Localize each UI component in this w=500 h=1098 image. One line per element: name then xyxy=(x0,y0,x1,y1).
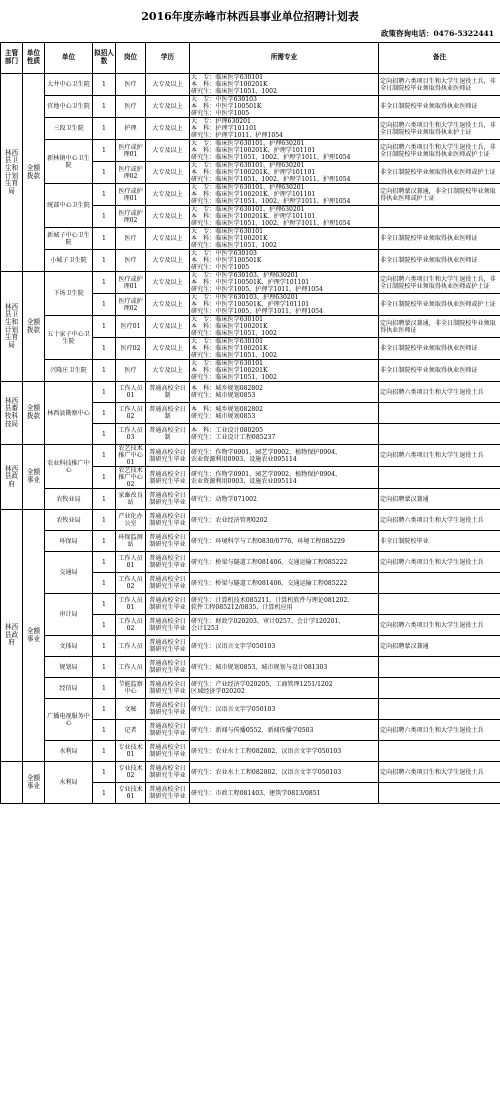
education-cell: 大专及以上 xyxy=(146,360,190,382)
education-cell: 普通高校全日制研究生毕业 xyxy=(146,699,190,720)
education-cell: 大专及以上 xyxy=(146,96,190,118)
count-cell: 1 xyxy=(93,294,116,316)
table-row xyxy=(1,594,500,615)
major-cell: 研究生：汉语言文字学050103 xyxy=(190,699,379,720)
header-dept: 主管部门 xyxy=(1,43,23,74)
contact-phone: 政策咨询电话：0476-5322441 xyxy=(380,29,494,38)
unit-cell: 下场卫生院 xyxy=(45,272,93,316)
major-cell: 大 专：中医学630103、护理630201 本 科：中医学100501K、护理学101101 研究生：中医学1005、护理学1011、护理1054 xyxy=(190,294,379,316)
table-row xyxy=(1,74,500,96)
education-cell: 普通高校全日制研究生毕业 xyxy=(146,552,190,573)
education-cell: 普通高校全日制研究生毕业 xyxy=(146,657,190,678)
unit-cell: 交通局 xyxy=(45,552,93,594)
unit-cell: 广播电视服务中心 xyxy=(45,699,93,741)
count-cell: 1 xyxy=(93,272,116,294)
note-cell: 定向招聘六类项目生和大学生退役士兵，非全日制院校毕业须取得执业医师证 xyxy=(379,74,500,96)
major-cell: 本 科：城乡规划082802 研究生：城市规划0853 xyxy=(190,382,379,403)
unit-cell: 大井中心卫生院 xyxy=(45,74,93,96)
major-cell: 研究生：产业经济学020205、工商管理1251/1202 区域经济学020202 xyxy=(190,678,379,699)
major-cell: 大 专：临床医学630101 本 科：临床医学100201K 研究生：临床医学1051、1002 xyxy=(190,338,379,360)
major-cell: 研究生：作物学0901、园艺学0902、植物保护0904、 农业资源利用0903、设施农业095114 xyxy=(190,467,379,489)
education-cell: 普通高校全日制研究生毕业 xyxy=(146,720,190,741)
position-cell: 工作人员02 xyxy=(116,403,146,424)
header-position: 岗位 xyxy=(116,43,146,74)
note-cell: 定向招聘蒙汉兼通，非全日制院校毕业须取得执业医师或护士证 xyxy=(379,184,500,206)
position-cell: 专业技术01 xyxy=(116,783,146,804)
table-row xyxy=(1,657,500,678)
count-cell: 1 xyxy=(93,206,116,228)
unit-cell: 官地中心卫生院 xyxy=(45,96,93,118)
note-cell: 非全日制院校毕业须取得执业医师证 xyxy=(379,96,500,118)
position-cell: 专业技术01 xyxy=(116,741,146,762)
count-cell: 1 xyxy=(93,140,116,162)
table-row xyxy=(1,96,500,118)
major-cell: 研究生：计算机技术085211、计算机软件与理论081202、 软件工程085212/0835、计算机应用 xyxy=(190,594,379,615)
note-cell xyxy=(379,424,500,445)
position-cell: 医疗或护理01 xyxy=(116,140,146,162)
major-cell: 大 专：中医学630103 本 科：中医学100501K 研究生：中医学1005 xyxy=(190,96,379,118)
dept-cell: 林西县政府 xyxy=(1,445,23,510)
education-cell: 普通高校全日制研究生毕业 xyxy=(146,741,190,762)
position-cell: 工作人员03 xyxy=(116,424,146,445)
position-cell: 医疗或护理02 xyxy=(116,162,146,184)
position-cell: 工作人员 xyxy=(116,657,146,678)
note-cell: 非全日制院校毕业须取得执业医师或护士证 xyxy=(379,162,500,184)
major-cell: 本 科：工业设计080205 研究生：工业设计工程085237 xyxy=(190,424,379,445)
education-cell: 普通高校全日制 xyxy=(146,403,190,424)
table-row xyxy=(1,510,500,531)
education-cell: 普通高校全日制研究生毕业 xyxy=(146,531,190,552)
count-cell: 1 xyxy=(93,741,116,762)
note-cell xyxy=(379,573,500,594)
position-cell: 工作人员01 xyxy=(116,594,146,615)
major-cell: 研究生：农业水土工程082802、汉语言文字学050103 xyxy=(190,762,379,783)
note-cell: 非全日制院校毕业 xyxy=(379,531,500,552)
position-cell: 医疗或护理02 xyxy=(116,206,146,228)
position-cell: 医疗或护理01 xyxy=(116,184,146,206)
education-cell: 普通高校全日制 xyxy=(146,424,190,445)
note-cell: 定向招聘蒙汉兼通，非全日制院校毕业须取得执业医师证 xyxy=(379,316,500,338)
dept-cell: 林西县政府 xyxy=(1,510,23,762)
table-row xyxy=(1,678,500,699)
count-cell: 1 xyxy=(93,228,116,250)
unit-cell: 文体局 xyxy=(45,636,93,657)
count-cell: 1 xyxy=(93,678,116,699)
position-cell: 家畜改良站 xyxy=(116,489,146,510)
table-body xyxy=(1,74,500,804)
unit-cell: 农业科技推广中心 xyxy=(45,445,93,489)
note-cell xyxy=(379,657,500,678)
major-cell: 大 专：临床医学630101 本 科：临床医学100201K 研究生：临床医学1051、1002 xyxy=(190,360,379,382)
education-cell: 普通高校全日制研究生毕业 xyxy=(146,615,190,636)
major-cell: 研究生：桥梁与隧道工程081406、交通运输工程085222 xyxy=(190,552,379,573)
unit-cell: 审计局 xyxy=(45,594,93,636)
count-cell: 1 xyxy=(93,783,116,804)
header-education: 学历 xyxy=(146,43,190,74)
count-cell: 1 xyxy=(93,118,116,140)
position-cell: 文秘 xyxy=(116,699,146,720)
table-row xyxy=(1,140,500,162)
education-cell: 普通高校全日制研究生毕业 xyxy=(146,489,190,510)
note-cell xyxy=(379,403,500,424)
dept-cell: 林西县卫生和计划生育局 xyxy=(1,272,23,382)
education-cell: 大专及以上 xyxy=(146,206,190,228)
header-nature: 单位性质 xyxy=(23,43,45,74)
education-cell: 普通高校全日制研究生毕业 xyxy=(146,573,190,594)
note-cell xyxy=(379,467,500,489)
table-row xyxy=(1,489,500,510)
position-cell: 医疗 xyxy=(116,360,146,382)
note-cell: 非全日制院校毕业须取得执业医师或护士证 xyxy=(379,294,500,316)
note-cell: 非全日制院校毕业须取得执业医师证 xyxy=(379,360,500,382)
major-cell: 大 专：临床医学630101、护理630201 本 科：临床医学100201K、护理学101101 研究生：临床医学1051、1002、护理学1011、护理1054 xyxy=(190,162,379,184)
unit-cell: 兴隆庄卫生院 xyxy=(45,360,93,382)
table-row xyxy=(1,445,500,467)
position-cell: 专业技术02 xyxy=(116,762,146,783)
education-cell: 普通高校全日制研究生毕业 xyxy=(146,594,190,615)
major-cell: 研究生：财政学020203、审计0257、会计学120201、 会计1253 xyxy=(190,615,379,636)
unit-cell: 水利局 xyxy=(45,741,93,762)
count-cell: 1 xyxy=(93,338,116,360)
position-cell: 医疗 xyxy=(116,228,146,250)
table-row xyxy=(1,316,500,338)
major-cell: 研究生：环境科学与工程0830/0776、环境工程085229 xyxy=(190,531,379,552)
position-cell: 医疗 xyxy=(116,74,146,96)
count-cell: 1 xyxy=(93,636,116,657)
unit-cell: 五十家子中心卫生院 xyxy=(45,316,93,360)
education-cell: 普通高校全日制研究生毕业 xyxy=(146,445,190,467)
education-cell: 大专及以上 xyxy=(146,140,190,162)
education-cell: 大专及以上 xyxy=(146,118,190,140)
position-cell: 记者 xyxy=(116,720,146,741)
education-cell: 普通高校全日制 xyxy=(146,382,190,403)
unit-cell: 经信局 xyxy=(45,678,93,699)
major-cell: 大 专：临床医学630101、护理630201 本 科：临床医学100201K、护理学101101 研究生：临床医学1051、1002、护理学1011、护理1054 xyxy=(190,206,379,228)
education-cell: 大专及以上 xyxy=(146,272,190,294)
unit-cell: 规划局 xyxy=(45,657,93,678)
table-row xyxy=(1,228,500,250)
position-cell: 医疗或护理01 xyxy=(116,272,146,294)
table-row xyxy=(1,552,500,573)
position-cell: 环保监测站 xyxy=(116,531,146,552)
note-cell: 定向招聘六类项目生和大学生退役士兵 xyxy=(379,615,500,636)
note-cell: 非全日制院校毕业须取得执业医师证 xyxy=(379,250,500,272)
major-cell: 研究生：市政工程081403、建筑学0813/0851 xyxy=(190,783,379,804)
note-cell: 非全日制院校毕业须取得执业医师证 xyxy=(379,338,500,360)
unit-cell: 林西县勘察中心 xyxy=(45,382,93,445)
count-cell: 1 xyxy=(93,162,116,184)
dept-cell: 林西县卫生和计划生育局 xyxy=(1,74,23,272)
count-cell: 1 xyxy=(93,250,116,272)
note-cell: 定向招聘六类项目生和大学生退役士兵 xyxy=(379,762,500,783)
education-cell: 普通高校全日制研究生毕业 xyxy=(146,510,190,531)
count-cell: 1 xyxy=(93,594,116,615)
position-cell: 医疗02 xyxy=(116,338,146,360)
position-cell: 医疗 xyxy=(116,250,146,272)
note-cell xyxy=(379,206,500,228)
major-cell: 研究生：动物学071002 xyxy=(190,489,379,510)
education-cell: 大专及以上 xyxy=(146,228,190,250)
table-row xyxy=(1,762,500,783)
table-row xyxy=(1,636,500,657)
note-cell xyxy=(379,783,500,804)
nature-cell: 全额事业 xyxy=(23,445,45,510)
count-cell: 1 xyxy=(93,382,116,403)
table-header-row xyxy=(1,43,500,74)
unit-cell: 农牧业局 xyxy=(45,489,93,510)
document-title: 2016年度赤峰市林西县事业单位招聘计划表 xyxy=(141,10,359,23)
table-row xyxy=(1,531,500,552)
table-row xyxy=(1,118,500,140)
major-cell: 研究生：新闻与传播0552、新闻传播学0503 xyxy=(190,720,379,741)
position-cell: 医疗01 xyxy=(116,316,146,338)
count-cell: 1 xyxy=(93,96,116,118)
unit-cell: 新城子中心卫生院 xyxy=(45,228,93,250)
count-cell: 1 xyxy=(93,699,116,720)
count-cell: 1 xyxy=(93,184,116,206)
table-row xyxy=(1,699,500,720)
position-cell: 节能监察中心 xyxy=(116,678,146,699)
major-cell: 大 专：临床医学630101、护理630201 本 科：临床医学100201K、护理学101101 研究生：临床医学1051、1002、护理学1011、护理1054 xyxy=(190,184,379,206)
count-cell: 1 xyxy=(93,360,116,382)
note-cell: 定向招聘六类项目生和大学生退役士兵，非全日制院校毕业须取得执业医师或护士证 xyxy=(379,272,500,294)
recruitment-table xyxy=(0,42,500,804)
position-cell: 护理 xyxy=(116,118,146,140)
major-cell: 大 专：临床医学630101 本 科：临床医学100201K 研究生：临床医学1051、1002 xyxy=(190,74,379,96)
table-row xyxy=(1,360,500,382)
education-cell: 大专及以上 xyxy=(146,316,190,338)
nature-cell: 全额事业 xyxy=(23,510,45,762)
major-cell: 大 专：临床医学630101、护理630201 本 科：临床医学100201K、护理学101101 研究生：临床医学1051、1002、护理学1011、护理1054 xyxy=(190,140,379,162)
major-cell: 研究生：汉语言文字学050103 xyxy=(190,636,379,657)
note-cell xyxy=(379,741,500,762)
education-cell: 大专及以上 xyxy=(146,338,190,360)
count-cell: 1 xyxy=(93,615,116,636)
note-cell: 非全日制院校毕业须取得执业医师证 xyxy=(379,228,500,250)
count-cell: 1 xyxy=(93,467,116,489)
nature-cell: 全额拨款 xyxy=(23,382,45,445)
position-cell: 农艺技术推广中心01 xyxy=(116,445,146,467)
unit-cell: 小城子卫生院 xyxy=(45,250,93,272)
major-cell: 研究生：城市规划0853、城市规划与设计081303 xyxy=(190,657,379,678)
dept-cell xyxy=(1,762,23,804)
header-major: 所需专业 xyxy=(190,43,379,74)
education-cell: 普通高校全日制研究生毕业 xyxy=(146,762,190,783)
unit-cell: 环保局 xyxy=(45,531,93,552)
nature-cell: 全额拨款 xyxy=(23,272,45,382)
education-cell: 大专及以上 xyxy=(146,74,190,96)
education-cell: 大专及以上 xyxy=(146,184,190,206)
major-cell: 大 专：中医学630103、护理630201 本 科：中医学100501K、护理学101101 研究生：中医学1005、护理学1011、护理1054 xyxy=(190,272,379,294)
table-row xyxy=(1,250,500,272)
table-row xyxy=(1,272,500,294)
education-cell: 普通高校全日制研究生毕业 xyxy=(146,636,190,657)
position-cell: 工作人员02 xyxy=(116,615,146,636)
position-cell: 产业化办公室 xyxy=(116,510,146,531)
table-row xyxy=(1,382,500,403)
nature-cell: 全额拨款 xyxy=(23,74,45,272)
note-cell: 定向招聘六类项目生和大学生退役士兵，非全日制院校毕业须取得执业护士证 xyxy=(379,118,500,140)
major-cell: 研究生：农业水土工程082802、汉语言文字学050103 xyxy=(190,741,379,762)
unit-cell: 农牧业局 xyxy=(45,510,93,531)
position-cell: 工作人员02 xyxy=(116,573,146,594)
major-cell: 大 专：临床医学630101 本 科：临床医学100201K 研究生：临床医学1051、1002 xyxy=(190,228,379,250)
table-row xyxy=(1,184,500,206)
count-cell: 1 xyxy=(93,403,116,424)
note-cell: 定向招聘六类项目生和大学生退役士兵 xyxy=(379,720,500,741)
count-cell: 1 xyxy=(93,531,116,552)
note-cell: 定向招聘六类项目生和大学生退役士兵，非全日制院校毕业须取得执业医师或护士证 xyxy=(379,140,500,162)
position-cell: 工作人员01 xyxy=(116,552,146,573)
position-cell: 医疗 xyxy=(116,96,146,118)
note-cell: 定向招聘六类项目生和大学生退役士兵 xyxy=(379,552,500,573)
header-note: 备注 xyxy=(379,43,500,74)
header-count: 拟招人数 xyxy=(93,43,116,74)
note-cell: 定向招聘六类项目生和大学生退役士兵 xyxy=(379,510,500,531)
major-cell: 研究生：作物学0901、园艺学0902、植物保护0904、 农业资源利用0903、设施农业095114 xyxy=(190,445,379,467)
note-cell xyxy=(379,699,500,720)
count-cell: 1 xyxy=(93,445,116,467)
major-cell: 本 科：城乡规划082802 研究生：城市规划0853 xyxy=(190,403,379,424)
education-cell: 大专及以上 xyxy=(146,250,190,272)
major-cell: 研究生：桥梁与隧道工程081406、交通运输工程085222 xyxy=(190,573,379,594)
education-cell: 大专及以上 xyxy=(146,294,190,316)
education-cell: 普通高校全日制研究生毕业 xyxy=(146,783,190,804)
table-row xyxy=(1,741,500,762)
header-unit: 单位 xyxy=(45,43,93,74)
position-cell: 工作人员 xyxy=(116,636,146,657)
note-cell: 定向招聘六类项目生和大学生退役士兵 xyxy=(379,445,500,467)
count-cell: 1 xyxy=(93,573,116,594)
count-cell: 1 xyxy=(93,424,116,445)
note-cell: 定向招聘六类项目生和大学生退役士兵 xyxy=(379,382,500,403)
count-cell: 1 xyxy=(93,510,116,531)
note-cell xyxy=(379,594,500,615)
unit-cell: 统部中心卫生院 xyxy=(45,184,93,228)
count-cell: 1 xyxy=(93,489,116,510)
education-cell: 普通高校全日制研究生毕业 xyxy=(146,467,190,489)
count-cell: 1 xyxy=(93,762,116,783)
count-cell: 1 xyxy=(93,657,116,678)
dept-cell: 林西县畜牧科技局 xyxy=(1,382,23,445)
major-cell: 大 专：中医学630103 本 科：中医学100501K 研究生：中医学1005 xyxy=(190,250,379,272)
unit-cell: 水利局 xyxy=(45,762,93,804)
count-cell: 1 xyxy=(93,720,116,741)
note-cell xyxy=(379,678,500,699)
count-cell: 1 xyxy=(93,552,116,573)
count-cell: 1 xyxy=(93,74,116,96)
unit-cell: 新林镇中心卫生院 xyxy=(45,140,93,184)
major-cell: 大 专：护理630201 本 科：护理学101101 研究生：护理学1011、护理1054 xyxy=(190,118,379,140)
major-cell: 研究生：农业经济管理0202 xyxy=(190,510,379,531)
unit-cell: 三段卫生院 xyxy=(45,118,93,140)
position-cell: 农艺技术推广中心02 xyxy=(116,467,146,489)
nature-cell: 全额事业 xyxy=(23,762,45,804)
education-cell: 普通高校全日制研究生毕业 xyxy=(146,678,190,699)
position-cell: 医疗或护理02 xyxy=(116,294,146,316)
education-cell: 大专及以上 xyxy=(146,162,190,184)
note-cell: 定向招聘蒙汉兼通 xyxy=(379,489,500,510)
note-cell: 定向招聘蒙汉兼通 xyxy=(379,636,500,657)
major-cell: 大 专：临床医学630101 本 科：临床医学100201K 研究生：临床医学1051、1002 xyxy=(190,316,379,338)
position-cell: 工作人员01 xyxy=(116,382,146,403)
count-cell: 1 xyxy=(93,316,116,338)
